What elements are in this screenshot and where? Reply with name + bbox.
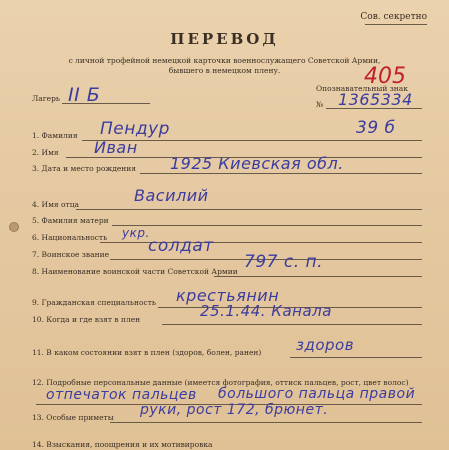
- punch-hole: [9, 222, 19, 232]
- field-surname-value: Пендур: [100, 119, 170, 139]
- field-penalties-label: 14. Взыскания, поощрения и их мотивировка: [32, 440, 213, 449]
- field-personal-label: 12. Подробные персональные данные (имеется фотография, оттиск пальцев, рост, цвет волос): [32, 378, 409, 387]
- secrecy-underline: [365, 24, 427, 25]
- field-surname-label: 1. Фамилия: [32, 131, 78, 140]
- field-condition-label: 11. В каком состоянии взят в плен (здоров, болен, ранен): [32, 348, 262, 357]
- field-nationality-value: укр.: [122, 226, 150, 240]
- field-condition-line: [290, 357, 422, 358]
- field-birth-line: [140, 173, 422, 174]
- field-marks-label: 13. Особые приметы: [32, 413, 114, 422]
- field-captured-value: 25.1.44. Канала: [200, 302, 332, 320]
- field-condition-value: здоров: [296, 336, 355, 354]
- field-father-value: Василий: [134, 186, 209, 205]
- red-ink-number: 405: [364, 64, 406, 89]
- ident-value: 1365334: [338, 90, 413, 109]
- ident-no-label: №: [316, 100, 324, 109]
- camp-label: Лагерь: [32, 94, 60, 103]
- field-name-value: Иван: [94, 138, 138, 157]
- field-nationality-label: 6. Национальность: [32, 233, 108, 242]
- field-mother-line: [112, 225, 422, 226]
- field-birth-value: 1925 Киевская обл.: [170, 154, 344, 173]
- field-birth-label: 3. Дата и место рождения: [32, 164, 137, 173]
- field-mother-label: 5. Фамилия матери: [32, 216, 109, 225]
- field-captured-label: 10. Когда и где взят в плен: [32, 315, 141, 324]
- field-rank-value: солдат: [148, 236, 214, 256]
- field-unit-label: 8. Наименование воинской части Советской Армии: [32, 267, 238, 276]
- personal-data-line-1: отпечаток пальцев: [46, 387, 197, 403]
- field-father-label: 4. Имя отца: [32, 200, 79, 209]
- field-marks-line: [110, 422, 422, 423]
- subtitle-line-1: с личной трофейной немецкой карточки военнослужащего Советской Армии,: [68, 56, 381, 65]
- camp-line: [62, 103, 150, 104]
- document-title: ПЕРЕВОД: [170, 30, 279, 48]
- field-father-line: [76, 209, 422, 210]
- field-name-label: 2. Имя: [32, 148, 59, 157]
- field-unit-value: 797 с. п.: [244, 252, 324, 272]
- personal-data-line-2: большого пальца правой: [218, 386, 416, 402]
- field-profession-value: крестьянин: [176, 286, 280, 305]
- field-captured-line: [162, 324, 422, 325]
- ident-label: Опознавательный знак: [316, 84, 408, 93]
- secrecy-stamp: Сов. секретно: [360, 12, 427, 22]
- field-profession-label: 9. Гражданская специальность: [32, 298, 156, 307]
- field-unit-line: [214, 276, 422, 277]
- camp-value: II Б: [68, 84, 101, 106]
- subtitle-line-2: бывшего в немецком плену.: [168, 66, 281, 75]
- field-rank-label: 7. Воинское звание: [32, 250, 110, 259]
- personal-data-line-3: руки, рост 172, брюнет.: [140, 402, 329, 418]
- number-mark: 39 б: [356, 118, 396, 138]
- ident-line: [326, 108, 422, 109]
